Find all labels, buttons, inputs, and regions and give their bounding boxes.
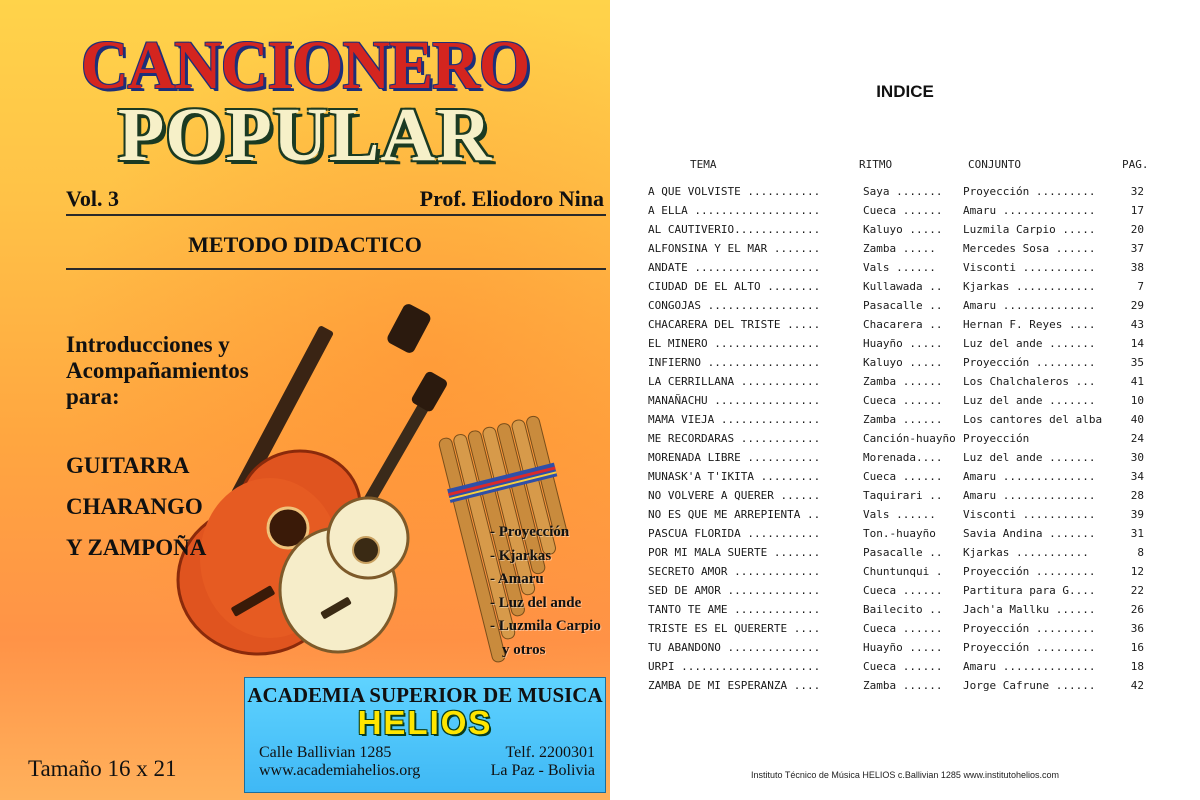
table-row (648, 468, 1168, 487)
table-row (648, 278, 1168, 297)
intro-line: Acompañamientos (66, 358, 249, 383)
song-rhythm: Zamba ...... (863, 413, 943, 426)
table-row (648, 335, 1168, 354)
song-rhythm: Zamba ...... (863, 679, 943, 692)
song-page: 28 (1130, 489, 1144, 502)
song-rhythm: Huayño ..... (863, 641, 943, 654)
table-row (648, 373, 1168, 392)
group-item: y otros (502, 641, 546, 658)
song-title: ALFONSINA Y EL MAR ....... (648, 242, 821, 255)
group-item: - Amaru (490, 571, 544, 587)
table-row (648, 639, 1168, 658)
song-page: 43 (1130, 318, 1144, 331)
song-page: 18 (1130, 660, 1144, 673)
song-page: 29 (1130, 299, 1144, 312)
song-page: 17 (1130, 204, 1144, 217)
table-row (648, 259, 1168, 278)
song-group: Proyección ......... (963, 356, 1096, 369)
song-group: Savia Andina ....... (963, 527, 1096, 540)
song-page: 41 (1130, 375, 1144, 388)
group-item: - Kjarkas (490, 547, 552, 564)
song-group: Hernan F. Reyes .... (963, 318, 1096, 331)
table-row (648, 202, 1168, 221)
song-title: MUNASK'A T'IKITA ......... (648, 470, 821, 483)
header-tema: TEMA (690, 158, 717, 171)
song-rhythm: Zamba ...... (863, 375, 943, 388)
volume-label: Vol. 3 (66, 186, 119, 211)
song-rhythm: Kullawada .. (863, 280, 943, 293)
song-page: 36 (1130, 622, 1144, 635)
song-group: Visconti ........... (963, 508, 1096, 521)
song-title: NO VOLVERE A QUERER ...... (648, 489, 821, 502)
song-rhythm: Cueca ...... (863, 660, 943, 673)
song-group: Luzmila Carpio ..... (963, 223, 1096, 236)
song-group: Mercedes Sosa ...... (963, 242, 1096, 255)
table-row (648, 544, 1168, 563)
song-rhythm: Cueca ...... (863, 204, 943, 217)
table-row (648, 582, 1168, 601)
song-title: CIUDAD DE EL ALTO ........ (648, 280, 821, 293)
academy-address: Calle Ballivian 1285 (259, 744, 392, 761)
song-rhythm: Taquirari .. (863, 489, 943, 502)
song-title: CHACARERA DEL TRISTE ..... (648, 318, 821, 331)
song-rhythm: Kaluyo ..... (863, 356, 943, 369)
instrument-zampona: Y ZAMPOÑA (66, 535, 207, 560)
song-title: AL CAUTIVERIO............. (648, 223, 821, 236)
header-ritmo: RITMO (859, 158, 893, 171)
table-row (648, 221, 1168, 240)
table-row (648, 487, 1168, 506)
index-title: INDICE (876, 82, 934, 101)
song-group: Proyección ......... (963, 185, 1096, 198)
song-page: 31 (1130, 527, 1144, 540)
song-group: Proyección ......... (963, 641, 1096, 654)
song-rhythm: Cueca ...... (863, 394, 943, 407)
song-title: EL MINERO ................ (648, 337, 821, 350)
song-rhythm: Kaluyo ..... (863, 223, 943, 236)
divider-bottom (66, 268, 606, 270)
song-rhythm: Cueca ...... (863, 584, 943, 597)
song-group: Partitura para G.... (963, 584, 1096, 597)
table-row (648, 240, 1168, 259)
song-page: 8 (1137, 546, 1144, 559)
table-row (648, 601, 1168, 620)
header-pag: PAG. (1122, 158, 1149, 171)
song-group: Proyección (963, 432, 1030, 445)
table-row (648, 677, 1168, 696)
table-row (648, 316, 1168, 335)
song-title: MORENADA LIBRE ........... (648, 451, 821, 464)
song-page: 42 (1130, 679, 1144, 692)
academy-website: www.academiahelios.org (259, 762, 421, 779)
academy-name: ACADEMIA SUPERIOR DE MUSICA (247, 683, 603, 707)
song-page: 12 (1130, 565, 1144, 578)
song-title: MANAÑACHU ................ (648, 394, 821, 407)
song-page: 20 (1130, 223, 1144, 236)
song-title: SED DE AMOR .............. (648, 584, 821, 597)
song-title: POR MI MALA SUERTE ....... (648, 546, 821, 559)
table-row (648, 525, 1168, 544)
song-rhythm: Vals ...... (863, 261, 936, 274)
song-title: INFIERNO ................. (648, 356, 821, 369)
page-footer: Instituto Técnico de Música HELIOS c.Ballivian 1285 www.institutohelios.com (751, 770, 1059, 780)
song-group: Amaru .............. (963, 299, 1096, 312)
song-group: Proyección ......... (963, 622, 1096, 635)
book-size-label: Tamaño 16 x 21 (28, 756, 177, 781)
song-page: 10 (1130, 394, 1144, 407)
table-row (648, 297, 1168, 316)
song-group: Amaru .............. (963, 660, 1096, 673)
instrument-charango: CHARANGO (66, 494, 203, 519)
song-group: Visconti ........... (963, 261, 1096, 274)
intro-line: para: (66, 384, 120, 409)
song-rhythm: Bailecito .. (863, 603, 943, 616)
table-row (648, 430, 1168, 449)
method-subtitle: METODO DIDACTICO (188, 232, 422, 257)
table-row (648, 506, 1168, 525)
song-group: Proyección ......... (963, 565, 1096, 578)
intro-line: Introducciones y (66, 332, 230, 357)
song-page: 32 (1130, 185, 1144, 198)
song-rhythm: Saya ....... (863, 185, 943, 198)
instrument-guitarra: GUITARRA (66, 453, 190, 478)
song-page: 7 (1137, 280, 1144, 293)
author-name: Prof. Eliodoro Nina (419, 186, 604, 211)
groups-list (490, 521, 601, 662)
song-group: Kjarkas ............ (963, 280, 1096, 293)
song-rhythm: Pasacalle .. (863, 299, 943, 312)
song-page: 37 (1130, 242, 1144, 255)
table-row (648, 620, 1168, 639)
table-row (648, 183, 1168, 202)
song-title: PASCUA FLORIDA ........... (648, 527, 821, 540)
table-row (648, 449, 1168, 468)
song-title: LA CERRILLANA ............ (648, 375, 821, 388)
song-rhythm: Morenada.... (863, 451, 943, 464)
song-rhythm: Canción-huayño (863, 432, 956, 445)
song-page: 40 (1130, 413, 1144, 426)
song-page: 39 (1130, 508, 1144, 521)
song-page: 30 (1130, 451, 1144, 464)
academy-city: La Paz - Bolivia (490, 762, 595, 779)
song-rhythm: Cueca ...... (863, 470, 943, 483)
song-title: TRISTE ES EL QUERERTE .... (648, 622, 821, 635)
table-row (648, 658, 1168, 677)
song-title: SECRETO AMOR ............. (648, 565, 821, 578)
song-group: Luz del ande ....... (963, 337, 1096, 350)
song-title: A QUE VOLVISTE ........... (648, 185, 821, 198)
song-group: Jach'a Mallku ...... (963, 603, 1096, 616)
song-group: Los cantores del alba (963, 413, 1103, 426)
song-group: Jorge Cafrune ...... (963, 679, 1096, 692)
song-title: ZAMBA DE MI ESPERANZA .... (648, 679, 821, 692)
group-item: - Proyección (490, 524, 570, 540)
song-group: Kjarkas ........... (963, 546, 1089, 559)
cover-title-line2: POPULAR (117, 93, 493, 177)
song-page: 34 (1130, 470, 1144, 483)
song-page: 35 (1130, 356, 1144, 369)
group-item: - Luzmila Carpio (490, 618, 601, 634)
song-title: CONGOJAS ................. (648, 299, 821, 312)
song-group: Amaru .............. (963, 204, 1096, 217)
song-rhythm: Zamba ..... (863, 242, 936, 255)
song-page: 38 (1130, 261, 1144, 274)
song-group: Amaru .............. (963, 470, 1096, 483)
divider-top (66, 214, 606, 216)
song-page: 14 (1130, 337, 1144, 350)
song-group: Amaru .............. (963, 489, 1096, 502)
song-rhythm: Vals ...... (863, 508, 936, 521)
table-row (648, 411, 1168, 430)
group-item: - Luz del ande (490, 594, 582, 611)
cover-title-line1: CANCIONERO (80, 27, 530, 104)
song-rhythm: Cueca ...... (863, 622, 943, 635)
song-title: MAMA VIEJA ............... (648, 413, 821, 426)
song-title: ANDATE ................... (648, 261, 821, 274)
academy-phone: Telf. 2200301 (505, 744, 595, 761)
song-page: 26 (1130, 603, 1144, 616)
table-row (648, 354, 1168, 373)
header-conjunto: CONJUNTO (968, 158, 1021, 171)
table-row (648, 563, 1168, 582)
table-row (648, 392, 1168, 411)
song-title: A ELLA ................... (648, 204, 821, 217)
song-title: NO ES QUE ME ARREPIENTA .. (648, 508, 821, 521)
song-title: TANTO TE AME ............. (648, 603, 821, 616)
song-rhythm: Pasacalle .. (863, 546, 943, 559)
song-rhythm: Chacarera .. (863, 318, 943, 331)
academy-panel (244, 677, 606, 793)
song-group: Luz del ande ....... (963, 394, 1096, 407)
academy-brand: HELIOS (357, 704, 493, 741)
song-group: Luz del ande ....... (963, 451, 1096, 464)
song-page: 22 (1130, 584, 1144, 597)
song-rhythm: Huayño ..... (863, 337, 943, 350)
song-group: Los Chalchaleros ... (963, 375, 1096, 388)
song-title: URPI ..................... (648, 660, 821, 673)
song-rhythm: Chuntunqui . (863, 565, 943, 578)
song-page: 24 (1130, 432, 1144, 445)
song-page: 16 (1130, 641, 1144, 654)
index-table (648, 183, 1168, 696)
song-title: ME RECORDARAS ............ (648, 432, 821, 445)
song-title: TU ABANDONO .............. (648, 641, 821, 654)
song-rhythm: Ton.-huayño (863, 527, 936, 540)
index-page (610, 0, 1200, 800)
